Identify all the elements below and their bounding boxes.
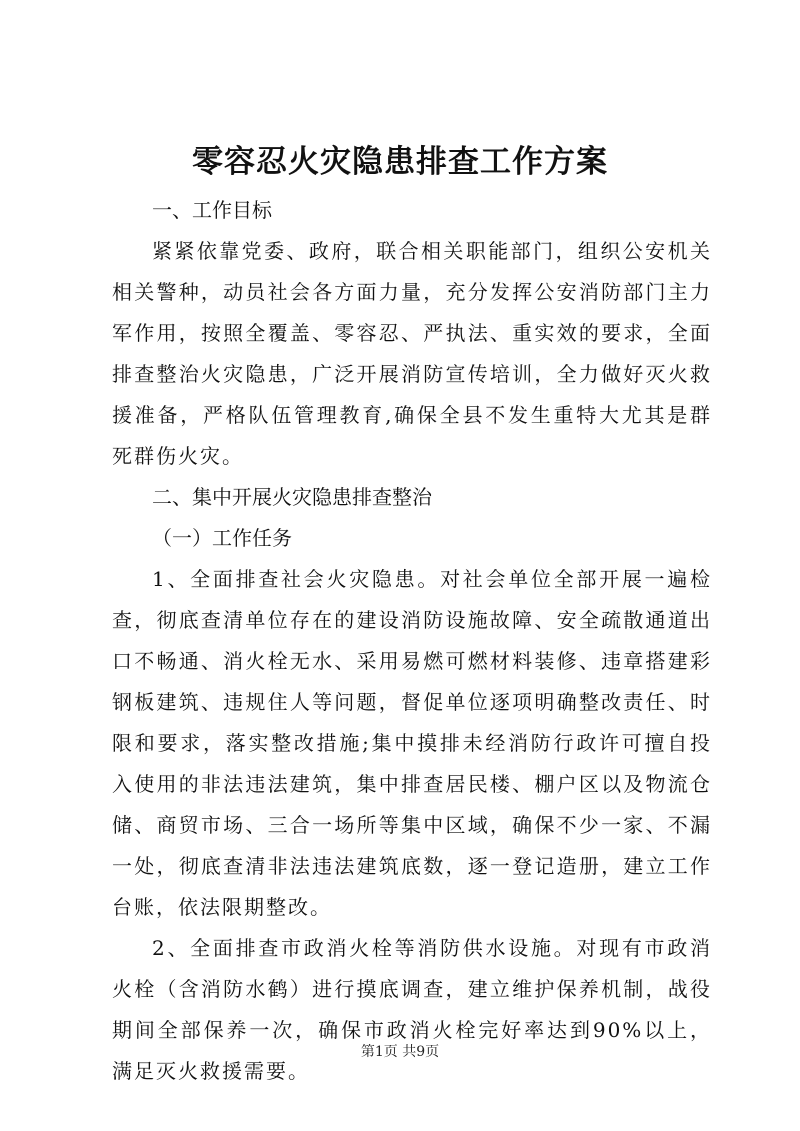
document-body (112, 190, 712, 1092)
paragraph-task-2: 2、全面排查市政消火栓等消防供水设施。对现有市政消火栓（含消防水鹤）进行摸底调查，建立维护保养机制，战役期间全部保养一次，确保市政消火栓完好率达到90%以上，满足灭火救援需要。 (112, 936, 712, 1083)
page-number: 第1页 共9页 (360, 1044, 440, 1060)
paragraph-task-1: 1、全面排查社会火灾隐患。对社会单位全部开展一遍检查，彻底查清单位存在的建设消防设施故障、安全疏散通道出口不畅通、消火栓无水、采用易燃可燃材料装修、违章搭建彩钢板建筑、违规住人等问题，督促单位逐项明确整改责任、时限和要求，落实整改措施;集中摸排未经消防行政许可擅自投入使用的非法违法建筑，集中排查居民楼、棚户区以及物流仓储、商贸市场、三合一场所等集中区域，确保不少一家、不漏一处，彻底查清非法违法建筑底数，逐一登记造册，建立工作台账，依法限期整改。 (112, 567, 712, 919)
document-title: 零容忍火灾隐患排查工作方案 (192, 144, 608, 180)
subsection-heading-work-tasks: （一）工作任务 (152, 526, 292, 550)
section-heading-work-goal: 一、工作目标 (152, 198, 272, 222)
paragraph-work-goal: 紧紧依靠党委、政府，联合相关职能部门，组织公安机关相关警种，动员社会各方面力量，充分发挥公安消防部门主力军作用，按照全覆盖、零容忍、严执法、重实效的要求，全面排查整治火灾隐患，广泛开展消防宣传培训，全力做好灭火救援准备，严格队伍管理教育,确保全县不发生重特大尤其是群死群伤火灾。 (112, 239, 712, 468)
section-heading-hazard-inspection: 二、集中开展火灾隐患排查整治 (152, 485, 432, 509)
